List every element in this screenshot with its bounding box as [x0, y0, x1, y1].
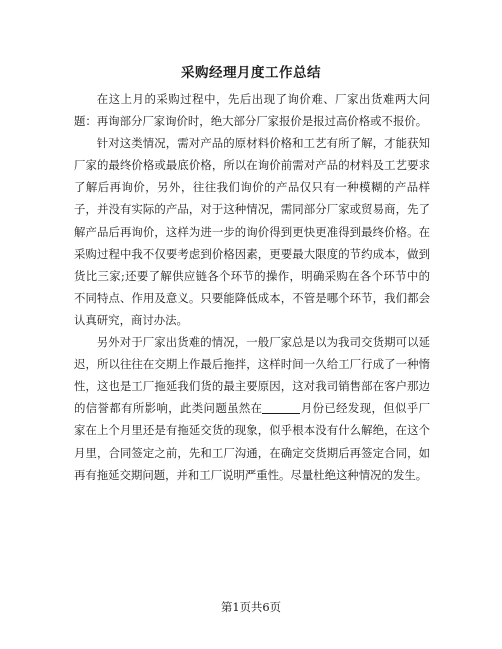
page-footer: 第1页共6页: [220, 600, 282, 614]
paragraph-1: 在这上月的采购过程中，先后出现了询价难、厂家出货难两大问题：再询部分厂家询价时，绝大部分厂家报价是报过高价格或不报价。: [74, 92, 430, 129]
paragraph-3-part-2: 月份已经发现，但似乎厂家在上个月里还是有拖延交货的现象，似乎根本没有什么解绝，在这个月里，合同签定之前，先和工厂沟通，在确定交货期后再签定合同，如再有拖延交期问题，并和工厂说明严重性。尽量杜绝这种情况的发生。: [74, 401, 430, 482]
paragraph-3-part-1: 另外对于厂家出货难的情况，一般厂家总是以为我司交货期可以延迟，所以往往在交期上作最后拖拌，这样时间一久给工厂行成了一种惰性，这也是工厂拖延我们货的最主要原因，这对我司销售部在客户那边的信誉都有所影响，此类问题虽然在: [74, 335, 430, 416]
fill-in-blank: [262, 401, 300, 414]
document-title: 采购经理月度工作总结: [181, 65, 321, 81]
paragraph-3: [74, 331, 430, 486]
paragraph-2: 针对这类情况，需对产品的原材料价格和工艺有所了解，才能获知厂家的最终价格或最底价格，所以在询价前需对产品的材料及工艺要求了解后再询价，另外，往往我们询价的产品仅只有一种模糊的产品样子，并没有实际的产品，对于这种情况，需同部分厂家或贸易商，先了解产品后再询价，这样为进一步的询价得到更快更准得到最终价格。在采购过程中我不仅要考虑到价格因素，更要最大限度的节约成本，做到货比三家;还要了解供应链各个环节的操作，明确采购在各个环节中的不同特点、作用及意义。只要能降低成本，不管是哪个环节，我们都会认真研究，商讨办法。: [74, 136, 430, 327]
document-body: [74, 88, 430, 486]
